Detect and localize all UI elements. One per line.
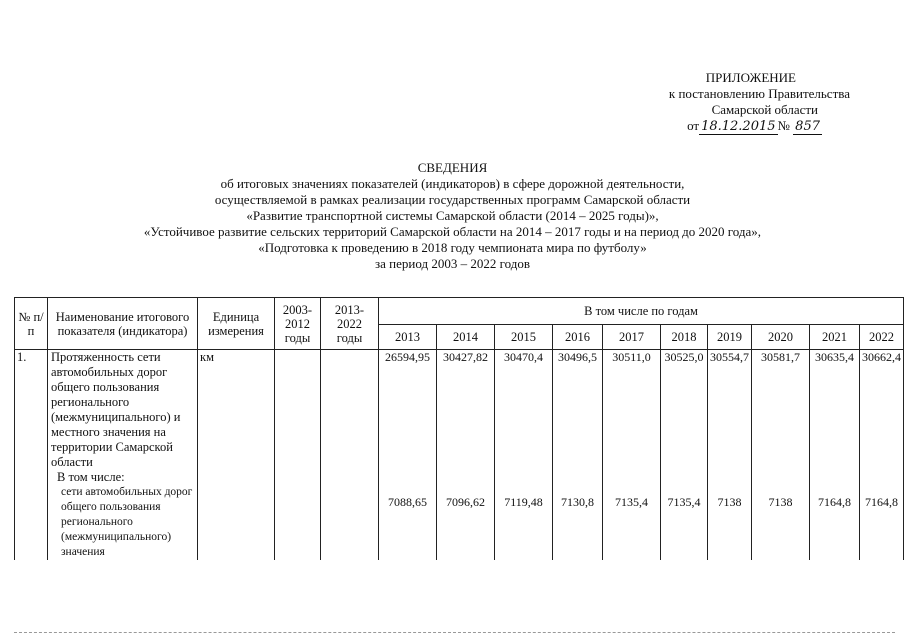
subrow-value: 7138 xyxy=(717,495,742,509)
heading-line: осуществляемой в рамках реализации государственных программ Самарской области xyxy=(214,192,691,207)
row-value: 30427,82 xyxy=(443,350,488,364)
row-value-2003-2012 xyxy=(275,350,321,561)
heading-line: «Подготовка к проведению в 2018 году чемпионата мира по футболу» xyxy=(258,240,647,255)
attachment-line-3: Самарской области xyxy=(711,102,818,117)
header-year: 2017 xyxy=(603,325,661,350)
year-cell xyxy=(603,350,661,561)
attachment-line-2: к постановлению Правительства xyxy=(668,86,850,101)
row-value: 30662,4 xyxy=(862,350,902,364)
subrow-value: 7164,8 xyxy=(818,495,851,509)
year-cell xyxy=(708,350,752,561)
row-unit: км xyxy=(198,350,275,561)
date-prefix: от xyxy=(687,118,700,133)
handwritten-date: 18.12.2015 xyxy=(701,119,776,134)
header-year: 2021 xyxy=(810,325,860,350)
year-cell xyxy=(379,350,437,561)
header-2003-2012: 2003-2012 годы xyxy=(275,298,321,350)
heading-line: «Развитие транспортной системы Самарской области (2014 – 2025 годы)», xyxy=(246,208,659,223)
attachment-block xyxy=(669,70,850,135)
header-year: 2022 xyxy=(860,325,904,350)
header-unit: Единица измерения xyxy=(198,298,275,350)
year-cell xyxy=(661,350,708,561)
header-name: Наименование итогового показателя (индикатора) xyxy=(48,298,198,350)
attachment-title: ПРИЛОЖЕНИЕ xyxy=(705,70,796,85)
document-heading xyxy=(0,160,905,272)
table-row xyxy=(15,350,904,561)
row-value: 30470,4 xyxy=(504,350,543,364)
subrow-value: 7119,48 xyxy=(504,495,543,509)
header-year: 2016 xyxy=(553,325,603,350)
row-name xyxy=(48,350,198,561)
row-value: 30511,0 xyxy=(612,350,651,364)
attachment-date-line xyxy=(669,118,850,135)
year-cell xyxy=(860,350,904,561)
subrow-value: 7164,8 xyxy=(865,495,899,509)
header-num: № п/п xyxy=(15,298,48,350)
year-cell xyxy=(553,350,603,561)
header-year: 2019 xyxy=(708,325,752,350)
subrow-value: 7088,65 xyxy=(388,495,427,509)
row-value: 30496,5 xyxy=(558,350,597,364)
year-cell xyxy=(810,350,860,561)
row-num: 1. xyxy=(15,350,48,561)
year-cell xyxy=(495,350,553,561)
subrow-value: 7096,62 xyxy=(446,495,485,509)
subrow-value: 7135,4 xyxy=(667,495,701,509)
number-prefix: № xyxy=(777,118,790,133)
header-year: 2013 xyxy=(379,325,437,350)
row-value-2013-2022 xyxy=(321,350,379,561)
heading-line: об итоговых значениях показателей (индикаторов) в сфере дорожной деятельности, xyxy=(220,176,685,191)
subrow-name: сети автомобильных дорог общего пользования регионального (межмуниципального) значения xyxy=(61,486,193,558)
row-value: 30525,0 xyxy=(664,350,704,364)
indicator-name: Протяженность сети автомобильных дорог общего пользования регионального (межмуниципального) и местного значения на территории Самарской области xyxy=(51,350,181,469)
year-cell xyxy=(437,350,495,561)
indicators-table xyxy=(14,297,904,560)
row-value: 30635,4 xyxy=(815,350,854,364)
header-year: 2020 xyxy=(752,325,810,350)
header-2013-2022: 2013-2022 годы xyxy=(321,298,379,350)
header-years-group: В том числе по годам xyxy=(379,298,904,325)
year-cell xyxy=(752,350,810,561)
page-bottom-edge xyxy=(14,632,895,633)
row-value: 26594,95 xyxy=(385,350,430,364)
header-year: 2018 xyxy=(661,325,708,350)
document-title: СВЕДЕНИЯ xyxy=(417,160,488,175)
row-value: 30581,7 xyxy=(761,350,800,364)
subrow-value: 7138 xyxy=(768,495,793,509)
header-year: 2015 xyxy=(495,325,553,350)
handwritten-number: 857 xyxy=(795,119,820,134)
heading-line: «Устойчивое развитие сельских территорий Самарской области на 2014 – 2017 годы и на период до 2020 года», xyxy=(143,224,762,239)
row-value: 30554,7 xyxy=(710,350,749,364)
heading-line: за период 2003 – 2022 годов xyxy=(375,256,530,271)
header-year: 2014 xyxy=(437,325,495,350)
subrow-value: 7135,4 xyxy=(615,495,648,509)
subrow-value: 7130,8 xyxy=(561,495,594,509)
subheading: В том числе: xyxy=(57,470,125,484)
